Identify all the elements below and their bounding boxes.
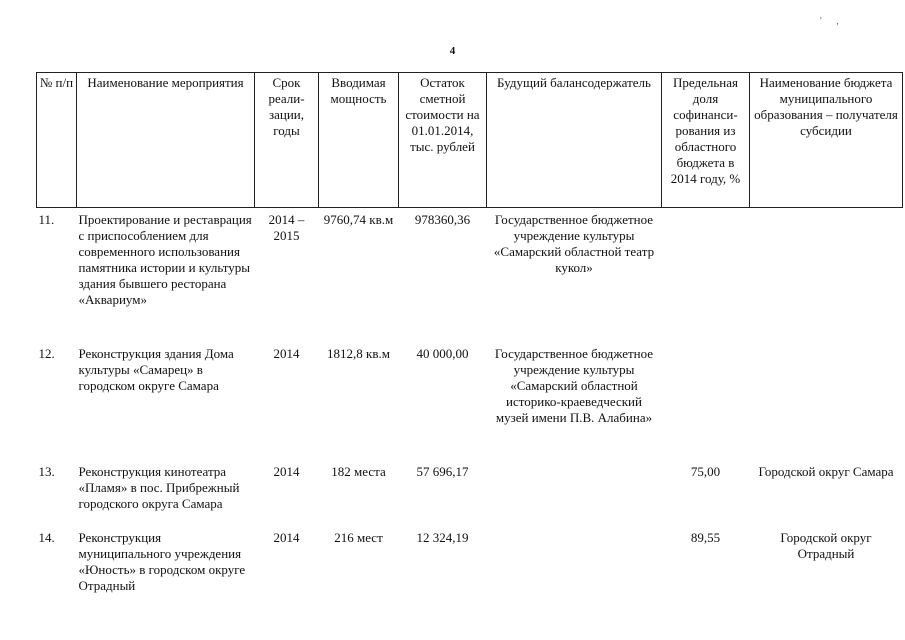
header-capacity: Вводимая мощность (319, 73, 399, 208)
page-number: 4 (449, 45, 456, 57)
row-number: 13. (38, 464, 55, 479)
row-budget-recipient (750, 346, 903, 464)
row-remaining-cost: 12 324,19 (416, 530, 469, 545)
row-future-holder: Государственное бюджетное учреждение культуры «Самарский областной историко-краеведческий музей имени П.В. Алабина» (494, 346, 654, 425)
header-future-holder: Будущий балансодержатель (487, 73, 662, 208)
table-row (37, 208, 903, 347)
row-cofinancing-share (662, 208, 750, 347)
row-future-holder: Государственное бюджетное учреждение культуры «Самарский областной театр кукол» (493, 212, 655, 275)
row-number: 12. (38, 346, 55, 361)
row-remaining-cost: 57 696,17 (416, 464, 469, 479)
row-capacity: 182 места (331, 464, 386, 479)
row-budget-recipient (750, 208, 903, 347)
row-budget-recipient: Городской округ Отрадный (780, 530, 872, 561)
row-capacity: 1812,8 кв.м (327, 346, 390, 361)
table-row (37, 464, 903, 530)
header-budget-recipient: Наименование бюджета муниципального образования – получателя субсидии (750, 73, 903, 208)
events-table (36, 72, 903, 610)
row-event-name: Реконструкция кинотеатра «Пламя» в пос. Прибрежный городского округа Самара (78, 464, 240, 511)
row-number: 14. (38, 530, 55, 545)
row-cofinancing-share (662, 346, 750, 464)
table-header-row (37, 73, 903, 208)
row-event-name: Реконструкция здания Дома культуры «Самарец» в городском округе Самара (78, 346, 234, 393)
row-years: 2014 (273, 464, 300, 479)
header-remaining-cost: Остаток сметной стоимости на 01.01.2014, тыс. рублей (399, 73, 487, 208)
row-capacity: 9760,74 кв.м (323, 212, 394, 227)
row-cofinancing-share: 89,55 (690, 530, 721, 545)
row-future-holder (487, 530, 662, 610)
corner-marks: ' , (820, 16, 845, 27)
row-future-holder (487, 464, 662, 530)
row-remaining-cost: 978360,36 (414, 212, 471, 227)
header-number: № п/п (37, 73, 77, 208)
header-years: Срок реали-зации, годы (255, 73, 319, 208)
header-event-name: Наименование мероприятия (77, 73, 255, 208)
row-budget-recipient: Городской округ Самара (758, 464, 894, 479)
row-number: 11. (38, 212, 55, 227)
row-event-name: Реконструкция муниципального учреждения «Юность» в городском округе Отрадный (78, 530, 246, 593)
row-years: 2014 (273, 530, 300, 545)
row-capacity: 216 мест (334, 530, 383, 545)
row-event-name: Проектирование и реставрация с приспособлением для современного использования памятника истории и культуры здания бывшего ресторана «Аквариум» (78, 212, 252, 307)
row-years: 2014 – 2015 (268, 212, 305, 243)
row-cofinancing-share: 75,00 (690, 464, 721, 479)
table-row (37, 346, 903, 464)
header-cofinancing-share: Предельная доля софинанси-рования из областного бюджета в 2014 году, % (662, 73, 750, 208)
row-years: 2014 (273, 346, 300, 361)
row-remaining-cost: 40 000,00 (416, 346, 469, 361)
table-row (37, 530, 903, 610)
